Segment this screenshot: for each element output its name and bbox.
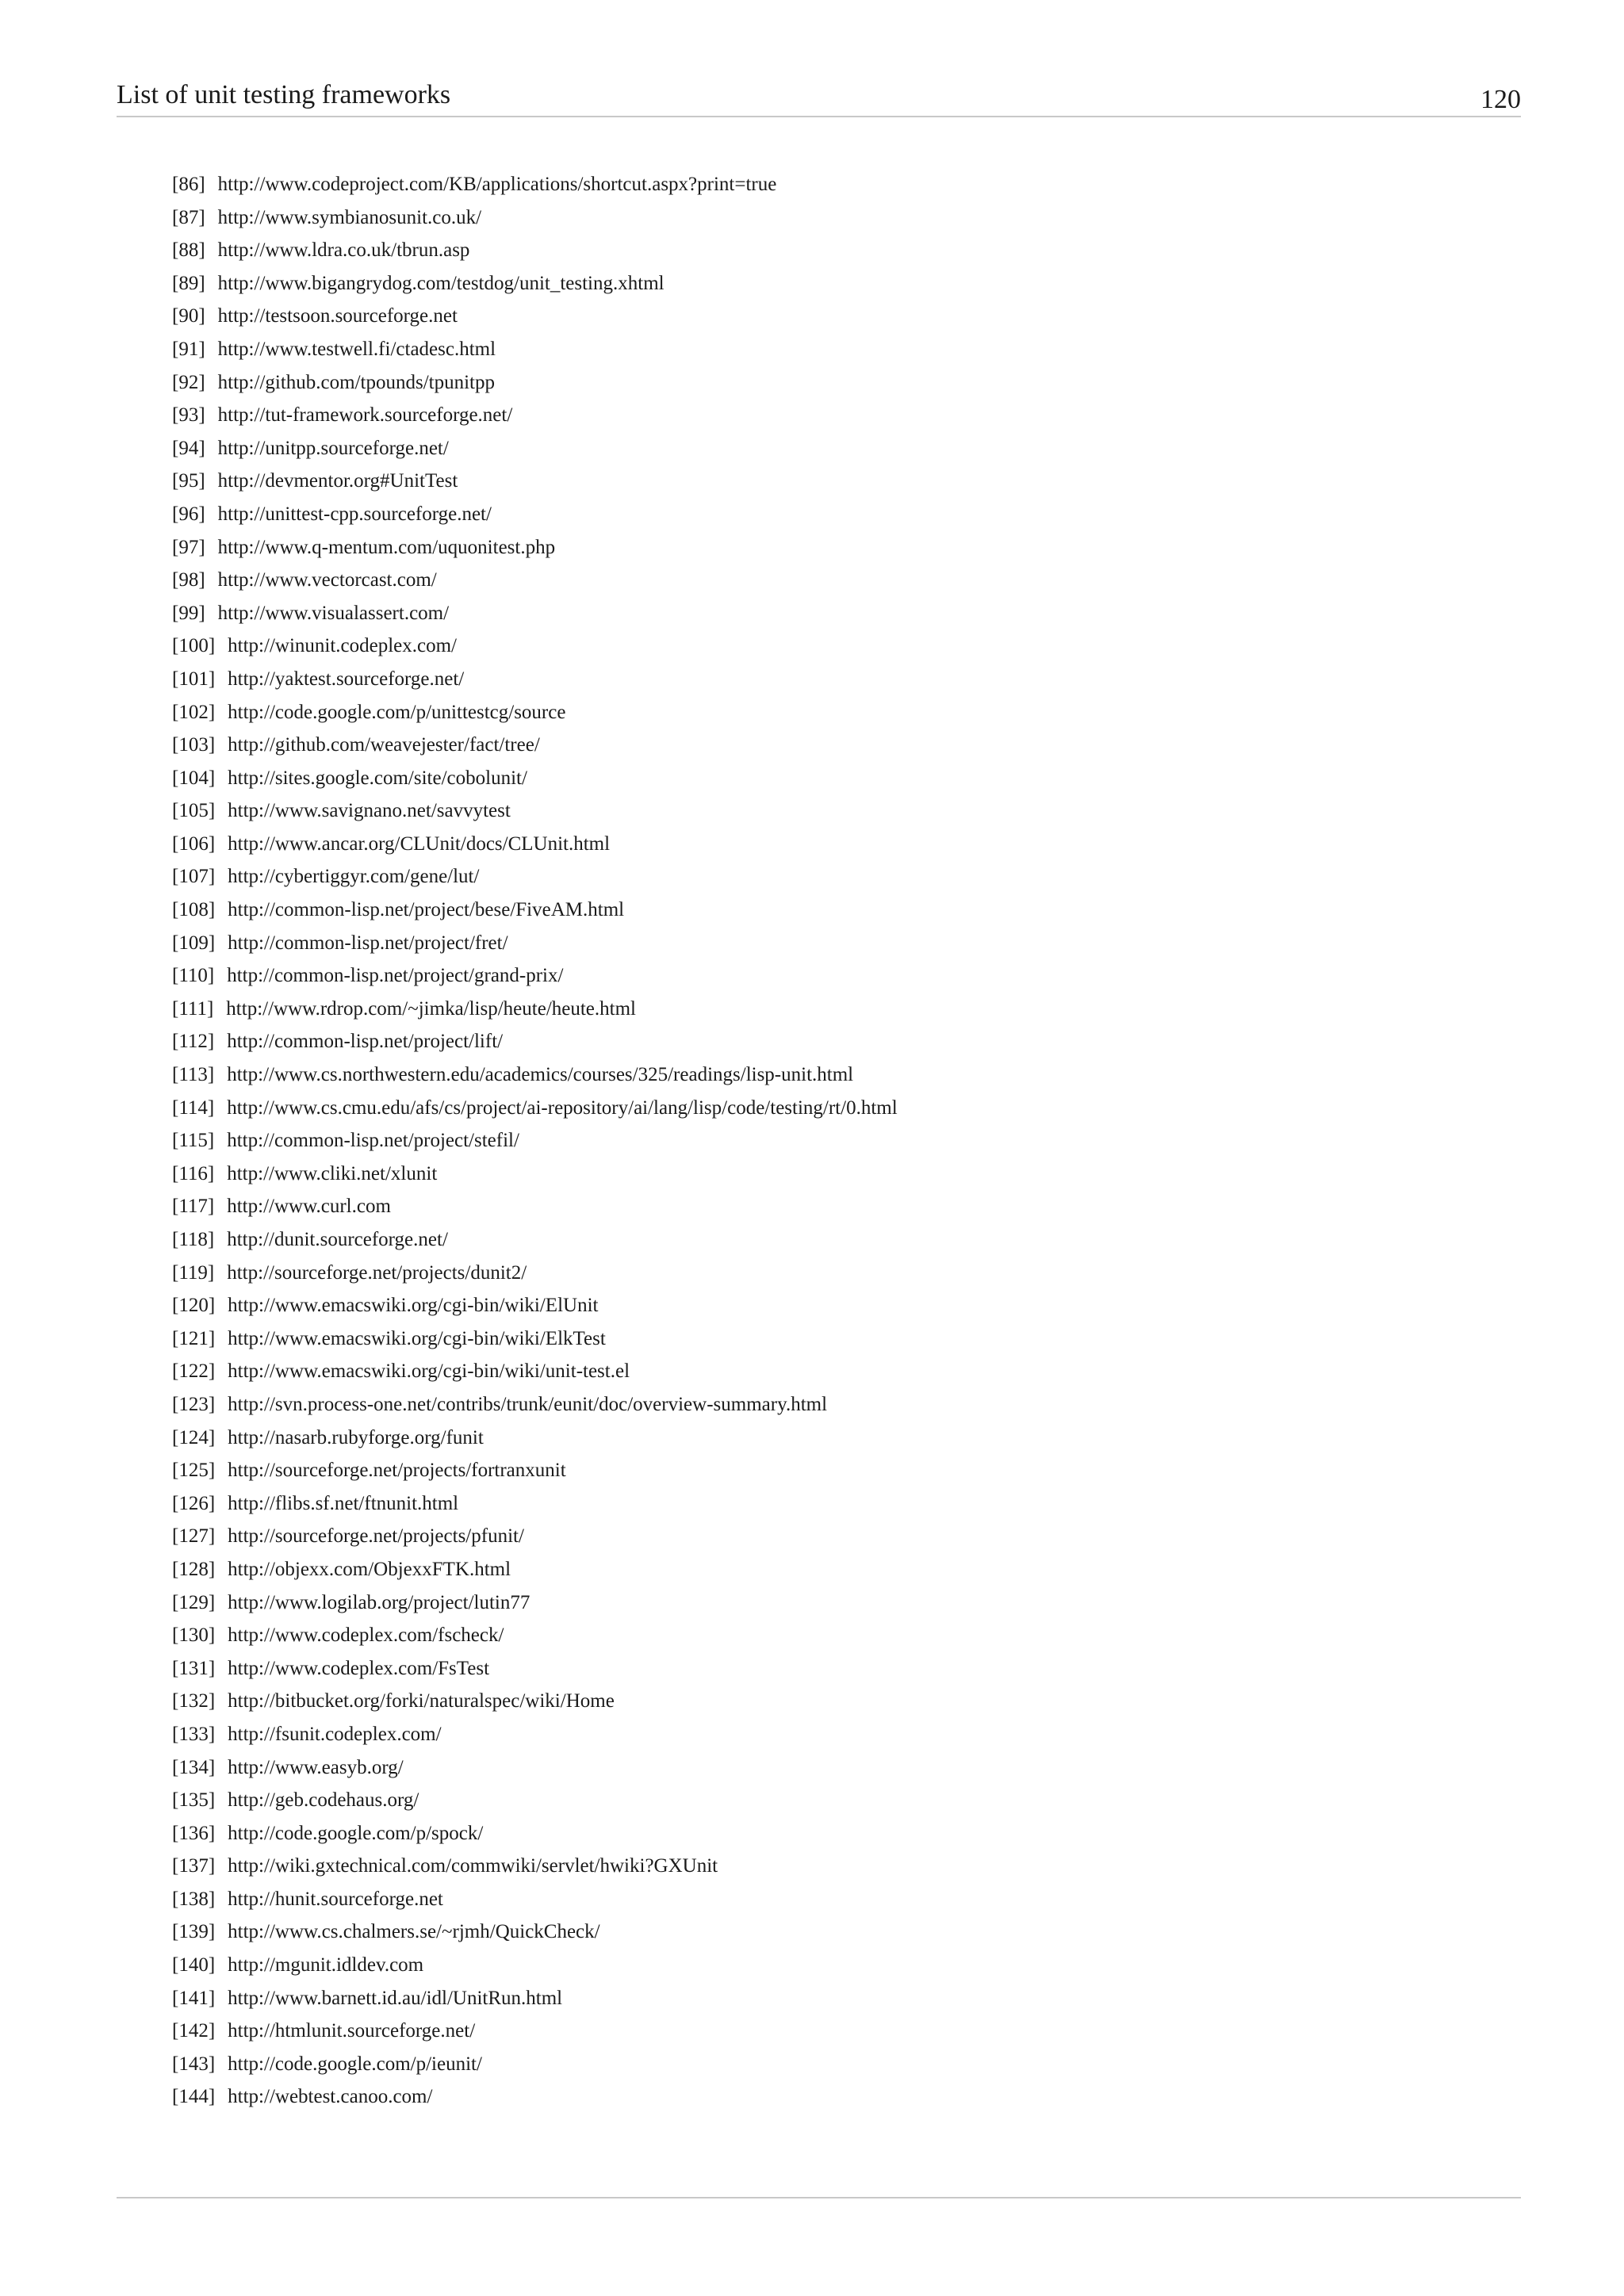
reference-number: [130] — [172, 1624, 216, 1647]
reference-item — [172, 1158, 898, 1191]
reference-link[interactable]: http://wiki.gxtechnical.com/commwiki/servlet/hwiki?GXUnit — [228, 1855, 718, 1877]
reference-item — [172, 663, 898, 696]
reference-item — [172, 1751, 898, 1785]
reference-link[interactable]: http://cybertiggyr.com/gene/lut/ — [228, 866, 480, 888]
reference-item — [172, 1454, 898, 1487]
reference-link[interactable]: http://www.emacswiki.org/cgi-bin/wiki/ElUnit — [228, 1295, 599, 1317]
reference-item — [172, 927, 898, 960]
reference-number: [119] — [172, 1261, 215, 1284]
reference-item — [172, 1487, 898, 1521]
reference-item — [172, 1025, 898, 1058]
reference-item — [172, 432, 898, 465]
reference-number: [102] — [172, 701, 216, 723]
reference-number: [122] — [172, 1360, 216, 1383]
reference-link[interactable]: http://unitpp.sourceforge.net/ — [217, 437, 449, 459]
reference-number: [118] — [172, 1229, 215, 1250]
reference-item — [172, 1520, 898, 1553]
reference-item — [172, 2015, 898, 2048]
reference-item — [172, 300, 898, 333]
reference-number: [123] — [172, 1393, 216, 1415]
reference-number: [108] — [172, 899, 216, 921]
reference-item — [172, 1058, 898, 1092]
reference-item — [172, 696, 898, 729]
reference-item — [172, 1883, 898, 1916]
reference-number: [99] — [172, 602, 205, 624]
reference-number: [94] — [172, 437, 205, 459]
reference-link[interactable]: http://www.cs.northwestern.edu/academics/courses/325/readings/lisp-unit.html — [227, 1064, 854, 1086]
reference-number: [133] — [172, 1723, 216, 1745]
reference-item — [172, 1718, 898, 1751]
reference-number: [87] — [172, 206, 205, 228]
reference-number: [114] — [172, 1096, 215, 1119]
reference-number: [135] — [172, 1789, 216, 1812]
reference-item — [172, 399, 898, 432]
reference-item — [172, 894, 898, 927]
reference-link[interactable]: http://unittest-cpp.sourceforge.net/ — [217, 503, 492, 525]
reference-number: [112] — [172, 1031, 215, 1053]
reference-number: [92] — [172, 371, 205, 393]
reference-item — [172, 366, 898, 400]
reference-number: [138] — [172, 1888, 216, 1910]
reference-link[interactable]: http://geb.codehaus.org/ — [228, 1789, 419, 1812]
reference-item — [172, 762, 898, 795]
reference-item — [172, 465, 898, 498]
reference-number: [101] — [172, 668, 216, 690]
reference-number: [124] — [172, 1426, 216, 1448]
reference-link[interactable]: http://www.barnett.id.au/idl/UnitRun.html — [228, 1987, 563, 2009]
reference-item — [172, 531, 898, 564]
reference-item — [172, 1223, 898, 1257]
reference-item — [172, 629, 898, 663]
reference-item — [172, 1685, 898, 1718]
reference-number: [136] — [172, 1822, 216, 1844]
reference-item — [172, 1422, 898, 1455]
reference-link[interactable]: http://common-lisp.net/project/grand-prix/ — [227, 965, 564, 987]
reference-number: [107] — [172, 866, 216, 888]
reference-link[interactable]: http://www.q-mentum.com/uquonitest.php — [217, 536, 556, 558]
reference-item — [172, 794, 898, 828]
reference-link[interactable]: http://www.easyb.org/ — [228, 1756, 404, 1778]
reference-number: [95] — [172, 470, 205, 492]
reference-link[interactable]: http://www.emacswiki.org/cgi-bin/wiki/ElkTest — [228, 1327, 606, 1349]
reference-item — [172, 2048, 898, 2081]
reference-link[interactable]: http://www.emacswiki.org/cgi-bin/wiki/unit-test.el — [228, 1360, 630, 1383]
reference-item — [172, 993, 898, 1026]
footer-divider — [117, 2197, 1521, 2198]
reference-number: [125] — [172, 1460, 216, 1482]
reference-number: [143] — [172, 2053, 216, 2075]
reference-number: [126] — [172, 1492, 216, 1514]
reference-link[interactable]: http://tut-framework.sourceforge.net/ — [217, 404, 513, 427]
reference-item — [172, 1322, 898, 1356]
reference-item — [172, 1388, 898, 1422]
reference-link[interactable]: http://common-lisp.net/project/stefil/ — [227, 1130, 519, 1152]
reference-item — [172, 333, 898, 366]
reference-item — [172, 1850, 898, 1883]
reference-number: [113] — [172, 1064, 215, 1086]
reference-item — [172, 1553, 898, 1586]
reference-item — [172, 1982, 898, 2015]
reference-link[interactable]: http://www.symbianosunit.co.uk/ — [217, 206, 482, 228]
reference-list — [172, 168, 898, 2114]
reference-number: [104] — [172, 767, 216, 789]
reference-item — [172, 1586, 898, 1620]
reference-link[interactable]: http://www.logilab.org/project/lutin77 — [228, 1591, 530, 1613]
reference-number: [98] — [172, 569, 205, 591]
reference-link[interactable]: http://www.testwell.fi/ctadesc.html — [217, 338, 496, 360]
reference-item — [172, 1124, 898, 1158]
reference-link[interactable]: http://hunit.sourceforge.net — [228, 1888, 443, 1910]
reference-link[interactable]: http://code.google.com/p/unittestcg/source — [228, 701, 566, 723]
page-title: List of unit testing frameworks — [117, 80, 451, 109]
reference-link[interactable]: http://sourceforge.net/projects/dunit2/ — [227, 1261, 527, 1284]
reference-item — [172, 1289, 898, 1322]
reference-item — [172, 564, 898, 597]
reference-number: [93] — [172, 404, 205, 427]
reference-link[interactable]: http://www.bigangrydog.com/testdog/unit_testing.xhtml — [217, 272, 665, 294]
reference-number: [111] — [172, 997, 214, 1020]
reference-item — [172, 1190, 898, 1223]
reference-link[interactable]: http://winunit.codeplex.com/ — [228, 635, 457, 657]
reference-number: [116] — [172, 1162, 215, 1184]
reference-item — [172, 1817, 898, 1850]
reference-link[interactable]: http://www.vectorcast.com/ — [217, 569, 437, 591]
page-number: 120 — [1480, 85, 1521, 114]
reference-link[interactable]: http://www.curl.com — [227, 1196, 391, 1218]
reference-item — [172, 959, 898, 993]
reference-link[interactable]: http://sourceforge.net/projects/fortranxunit — [228, 1460, 566, 1482]
reference-number: [86] — [172, 174, 205, 195]
reference-link[interactable]: http://common-lisp.net/project/bese/FiveAM.html — [228, 899, 625, 921]
reference-link[interactable]: http://devmentor.org#UnitTest — [217, 470, 458, 492]
reference-number: [121] — [172, 1327, 216, 1349]
reference-number: [144] — [172, 2086, 216, 2108]
reference-number: [140] — [172, 1954, 216, 1976]
reference-item — [172, 1784, 898, 1817]
reference-number: [105] — [172, 800, 216, 822]
reference-item — [172, 201, 898, 235]
reference-number: [109] — [172, 932, 216, 954]
reference-item — [172, 1949, 898, 1982]
reference-item — [172, 267, 898, 300]
reference-link[interactable]: http://code.google.com/p/ieunit/ — [228, 2053, 482, 2075]
reference-link[interactable]: http://testsoon.sourceforge.net — [217, 305, 458, 327]
reference-item — [172, 1915, 898, 1949]
reference-number: [97] — [172, 536, 205, 558]
reference-item — [172, 597, 898, 630]
reference-link[interactable]: http://common-lisp.net/project/fret/ — [228, 932, 508, 954]
reference-item — [172, 2080, 898, 2114]
reference-link[interactable]: http://sourceforge.net/projects/pfunit/ — [228, 1525, 524, 1548]
reference-number: [90] — [172, 305, 205, 327]
reference-number: [88] — [172, 239, 205, 262]
reference-item — [172, 1652, 898, 1686]
reference-number: [127] — [172, 1525, 216, 1548]
reference-number: [110] — [172, 965, 215, 987]
reference-link[interactable]: http://www.codeplex.com/FsTest — [228, 1657, 490, 1679]
reference-item — [172, 1257, 898, 1290]
reference-link[interactable]: http://www.savignano.net/savvytest — [228, 800, 511, 822]
reference-link[interactable]: http://github.com/weavejester/fact/tree/ — [228, 734, 540, 756]
reference-number: [131] — [172, 1657, 216, 1679]
reference-link[interactable]: http://bitbucket.org/forki/naturalspec/wiki/Home — [228, 1690, 615, 1712]
reference-link[interactable]: http://dunit.sourceforge.net/ — [227, 1229, 448, 1250]
reference-link[interactable]: http://common-lisp.net/project/lift/ — [227, 1031, 504, 1053]
reference-link[interactable]: http://www.cs.chalmers.se/~rjmh/QuickCheck/ — [228, 1921, 600, 1943]
reference-item — [172, 1619, 898, 1652]
reference-link[interactable]: http://www.visualassert.com/ — [217, 602, 450, 624]
reference-link[interactable]: http://yaktest.sourceforge.net/ — [228, 668, 465, 690]
reference-number: [106] — [172, 832, 216, 855]
reference-link[interactable]: http://www.ancar.org/CLUnit/docs/CLUnit.html — [228, 832, 611, 855]
reference-number: [117] — [172, 1196, 215, 1218]
reference-number: [139] — [172, 1921, 216, 1943]
reference-number: [137] — [172, 1855, 216, 1877]
reference-link[interactable]: http://webtest.canoo.com/ — [228, 2086, 433, 2108]
reference-link[interactable]: http://github.com/tpounds/tpunitpp — [217, 371, 495, 393]
header-divider — [117, 116, 1521, 117]
reference-number: [91] — [172, 338, 205, 360]
reference-item — [172, 498, 898, 531]
reference-link[interactable]: http://htmlunit.sourceforge.net/ — [228, 2020, 476, 2042]
reference-number: [128] — [172, 1558, 216, 1580]
reference-number: [100] — [172, 635, 216, 657]
reference-link[interactable]: http://code.google.com/p/spock/ — [228, 1822, 484, 1844]
reference-number: [120] — [172, 1295, 216, 1317]
reference-number: [141] — [172, 1987, 216, 2009]
reference-link[interactable]: http://www.cs.cmu.edu/afs/cs/project/ai-repository/ai/lang/lisp/code/testing/rt/0.html — [227, 1096, 898, 1119]
reference-number: [134] — [172, 1756, 216, 1778]
reference-number: [129] — [172, 1591, 216, 1613]
reference-number: [142] — [172, 2020, 216, 2042]
reference-number: [96] — [172, 503, 205, 525]
reference-link[interactable]: http://www.ldra.co.uk/tbrun.asp — [217, 239, 470, 262]
reference-link[interactable]: http://objexx.com/ObjexxFTK.html — [228, 1558, 511, 1580]
page-header — [117, 76, 1521, 117]
reference-item — [172, 860, 898, 894]
reference-number: [132] — [172, 1690, 216, 1712]
reference-number: [115] — [172, 1130, 215, 1152]
reference-link[interactable]: http://mgunit.idldev.com — [228, 1954, 424, 1976]
reference-link[interactable]: http://www.rdrop.com/~jimka/lisp/heute/heute.html — [226, 997, 636, 1020]
reference-item — [172, 1355, 898, 1388]
reference-link[interactable]: http://sites.google.com/site/cobolunit/ — [228, 767, 527, 789]
reference-link[interactable]: http://fsunit.codeplex.com/ — [228, 1723, 442, 1745]
reference-item — [172, 168, 898, 201]
reference-item — [172, 234, 898, 267]
reference-number: [103] — [172, 734, 216, 756]
reference-link[interactable]: http://nasarb.rubyforge.org/funit — [228, 1426, 484, 1448]
reference-item — [172, 729, 898, 762]
reference-link[interactable]: http://flibs.sf.net/ftnunit.html — [228, 1492, 459, 1514]
reference-link[interactable]: http://www.codeplex.com/fscheck/ — [228, 1624, 504, 1647]
reference-link[interactable]: http://www.codeproject.com/KB/applications/shortcut.aspx?print=true — [217, 174, 777, 195]
reference-item — [172, 828, 898, 861]
reference-number: [89] — [172, 272, 205, 294]
reference-link[interactable]: http://www.cliki.net/xlunit — [227, 1162, 438, 1184]
reference-link[interactable]: http://svn.process-one.net/contribs/trunk/eunit/doc/overview-summary.html — [228, 1393, 828, 1415]
reference-item — [172, 1092, 898, 1125]
